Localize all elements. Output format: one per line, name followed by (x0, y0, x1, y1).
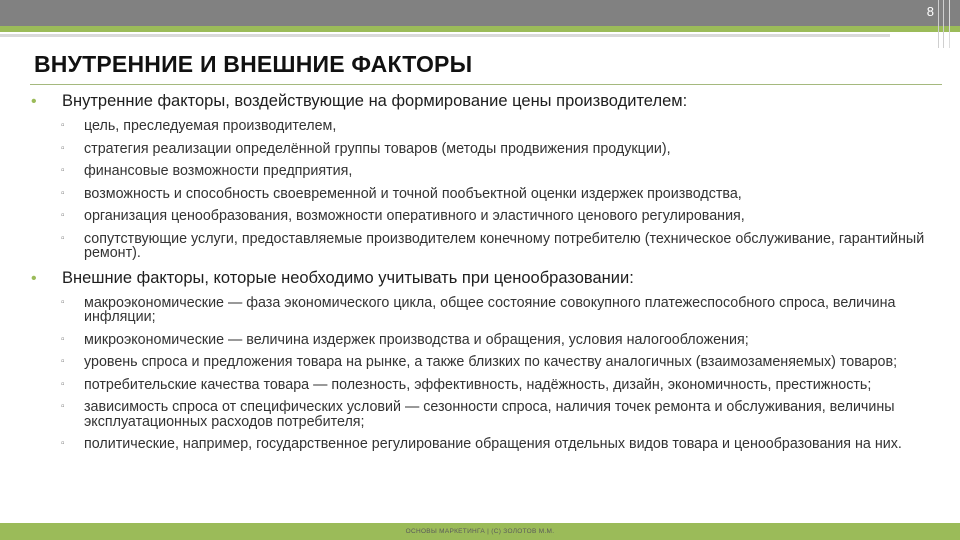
list-item-text: финансовые возможности предприятия, (84, 163, 353, 179)
top-gray-rule (0, 34, 890, 37)
list-item (30, 400, 930, 429)
square-bullet-icon: ▫ (61, 356, 65, 367)
list-item-text: макроэкономические — фаза экономического цикла, общее состояние совокупного платежеспособного спроса, величина инфляции; (84, 294, 896, 325)
list-item (30, 437, 930, 452)
list-item (30, 119, 930, 134)
square-bullet-icon: ▫ (61, 165, 65, 176)
list-item (30, 142, 930, 157)
list-item (30, 232, 930, 261)
list-item-text: политические, например, государственное регулирование обращения отдельных видов товара и ценообразования на них. (84, 436, 902, 452)
square-bullet-icon: ▫ (61, 333, 65, 345)
list-item-text: возможность и способность своевременной и точной пообъектной оценки издержек производства, (84, 185, 742, 202)
list-item-text: цель, преследуемая производителем, (84, 118, 337, 134)
square-bullet-icon: ▫ (61, 187, 65, 199)
list-item (30, 164, 930, 179)
list-item (30, 378, 930, 393)
square-bullet-icon: ▫ (61, 438, 65, 449)
square-bullet-icon: ▫ (61, 232, 65, 244)
bullet-dot-icon: • (31, 269, 37, 287)
list-item (30, 333, 930, 348)
list-item (30, 209, 930, 224)
square-bullet-icon: ▫ (61, 296, 65, 308)
section-heading-text: Внутренние факторы, воздействующие на формирование цены производителем: (62, 92, 688, 110)
list-item (30, 296, 930, 325)
slide-content (30, 92, 930, 460)
list-item (30, 355, 930, 370)
square-bullet-icon: ▫ (61, 378, 65, 390)
list-item-text: организация ценообразования, возможности оперативного и эластичного ценового регулирования, (84, 208, 745, 224)
square-bullet-icon: ▫ (61, 142, 65, 154)
square-bullet-icon: ▫ (61, 210, 65, 221)
list-item-text: сопутствующие услуги, предоставляемые производителем конечному потребителю (техническое обслуживание, гарантийный ремонт). (84, 230, 925, 261)
top-bar (0, 0, 960, 26)
square-bullet-icon: ▫ (61, 120, 65, 131)
slide-title: ВНУТРЕННИЕ И ВНЕШНИЕ ФАКТОРЫ (34, 51, 473, 77)
footer-text: ОСНОВЫ МАРКЕТИНГА | (С) ЗОЛОТОВ М.М. (405, 528, 555, 535)
list-item-text: потребительские качества товара — полезность, эффективность, надёжность, дизайн, экономичность, престижность; (84, 376, 872, 393)
section-heading-external (30, 269, 930, 288)
slide-number: 8 (926, 4, 934, 19)
top-accent-line (0, 26, 960, 32)
bullet-dot-icon: • (31, 93, 37, 110)
decorative-vertical-lines (938, 0, 944, 48)
list-item (30, 187, 930, 202)
list-item-text: зависимость спроса от специфических условий — сезонности спроса, наличия точек ремонта и обслуживания, величины эксплуатационных расходов потребителя; (84, 399, 895, 430)
section-heading-internal (30, 92, 930, 111)
list-item-text: уровень спроса и предложения товара на рынке, а также близких по качеству аналогичных (взаимозаменяемых) товаров; (84, 354, 898, 370)
square-bullet-icon: ▫ (61, 401, 65, 412)
decorative-vertical-line (949, 0, 950, 48)
list-item-text: стратегия реализации определённой группы товаров (методы продвижения продукции), (84, 140, 671, 157)
section-heading-text: Внешние факторы, которые необходимо учитывать при ценообразовании: (62, 268, 634, 287)
title-underline (30, 84, 942, 85)
list-item-text: микроэкономические — величина издержек производства и обращения, условия налогообложения; (84, 331, 749, 348)
